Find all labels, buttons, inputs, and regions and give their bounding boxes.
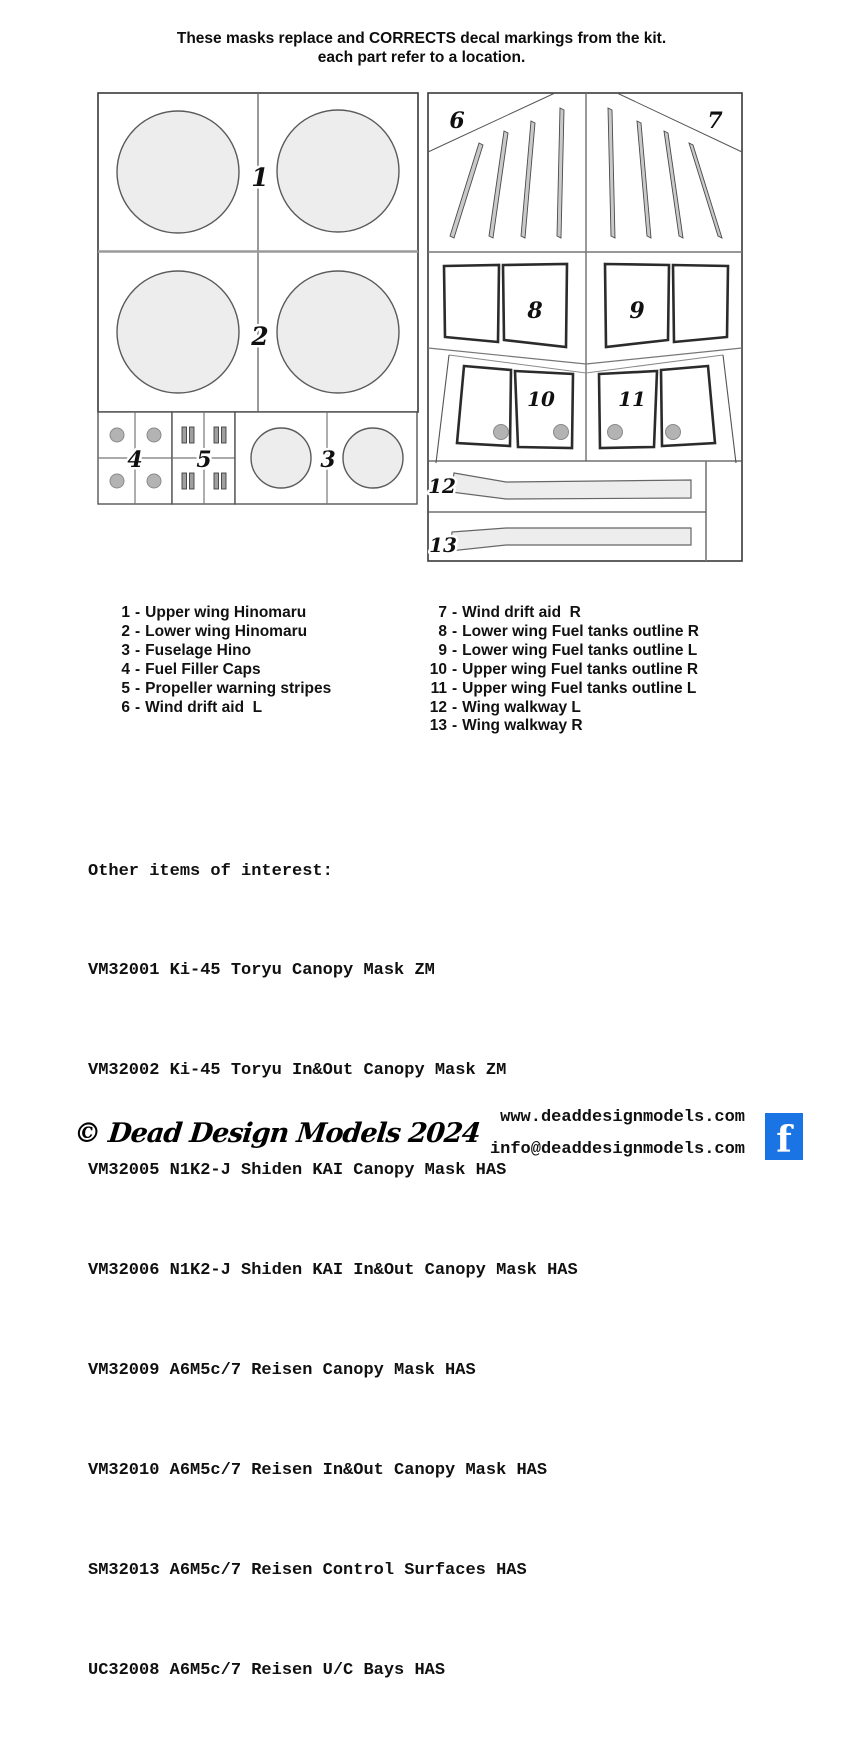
legend-item: [118, 661, 331, 680]
legend-item-label: Lower wing Fuel tanks outline R: [462, 622, 699, 640]
legend-item-label: Upper wing Fuel tanks outline L: [462, 679, 697, 697]
copyright-text: © Dead Design Models 2024: [72, 1118, 482, 1149]
legend-separator: -: [452, 679, 458, 697]
legend-separator: -: [135, 698, 141, 716]
website-url: www.deaddesignmodels.com: [500, 1108, 745, 1127]
legend-separator: -: [452, 717, 458, 735]
legend-item: [118, 680, 331, 699]
left-mask-diagram: [97, 92, 419, 505]
legend-item: [118, 604, 331, 623]
legend-item-label: Fuselage Hino: [145, 641, 252, 659]
legend-separator: -: [135, 679, 141, 697]
other-item: VM32009 A6M5c/7 Reisen Canopy Mask HAS: [88, 1361, 476, 1381]
legend-item: [425, 717, 699, 736]
part-label-2: 2: [251, 322, 269, 351]
legend-separator: -: [452, 604, 458, 621]
legend-item: [425, 642, 699, 661]
legend-separator: -: [135, 622, 141, 640]
legend-item: [425, 680, 699, 699]
part-label-3: 3: [320, 447, 336, 473]
legend-item-number: 2: [121, 622, 130, 640]
legend-item-label: Wind drift aid R: [462, 604, 581, 621]
legend-item: [118, 699, 331, 718]
other-item: VM32006 N1K2-J Shiden KAI In&Out Canopy Mask HAS: [88, 1261, 578, 1281]
part-label-13: 13: [429, 533, 457, 557]
other-item: VM32001 Ki-45 Toryu Canopy Mask ZM: [88, 961, 435, 981]
legend-right-column: [425, 604, 699, 736]
legend-separator: -: [452, 698, 458, 716]
part-label-10: 10: [527, 387, 555, 411]
legend-item-label: Upper wing Fuel tanks outline R: [462, 660, 699, 678]
part-label-11: 11: [618, 387, 646, 411]
part-label-1: 1: [251, 163, 269, 192]
part-label-9: 9: [629, 298, 645, 324]
legend-item-number: 11: [430, 679, 447, 697]
legend-item: [118, 642, 331, 661]
legend-item-label: Wing walkway L: [462, 698, 581, 716]
part-label-5: 5: [196, 447, 212, 473]
header-note: [0, 30, 843, 67]
other-item: VM32002 Ki-45 Toryu In&Out Canopy Mask ZM: [88, 1061, 507, 1081]
contact-info: [490, 1102, 745, 1166]
legend-item-label: Lower wing Fuel tanks outline L: [462, 641, 698, 659]
legend-item: [425, 623, 699, 642]
email-address: info@deaddesignmodels.com: [489, 1140, 745, 1159]
legend-item-label: Lower wing Hinomaru: [145, 622, 308, 640]
legend-item: [425, 661, 699, 680]
legend-item-number: 10: [429, 660, 447, 678]
legend-separator: -: [452, 622, 458, 640]
legend-separator: -: [452, 660, 458, 678]
legend-separator: -: [135, 641, 141, 659]
header-line2: each part refer to a location.: [317, 48, 526, 66]
legend-item-number: 1: [121, 604, 130, 621]
legend-item: [425, 699, 699, 718]
legend-item-label: Fuel Filler Caps: [145, 660, 261, 678]
legend-separator: -: [452, 641, 458, 659]
part-label-6: 6: [449, 108, 465, 134]
legend-item-label: Upper wing Hinomaru: [145, 604, 307, 621]
legend-item-label: Wind drift aid L: [145, 698, 263, 716]
legend-separator: -: [135, 660, 141, 678]
legend-item-label: Wing walkway R: [462, 717, 583, 735]
legend-item-number: 9: [438, 641, 447, 659]
legend-item-label: Propeller warning stripes: [145, 679, 332, 697]
other-items-section: [88, 788, 578, 1754]
legend-item-number: 3: [121, 641, 130, 659]
other-item: UC32008 A6M5c/7 Reisen U/C Bays HAS: [88, 1660, 446, 1680]
legend-item-number: 13: [429, 717, 447, 735]
facebook-icon: [765, 1113, 803, 1160]
legend-item-number: 5: [121, 679, 130, 697]
legend-item-number: 7: [438, 604, 447, 621]
legend-item-number: 12: [429, 698, 447, 716]
legend-item-number: 8: [438, 622, 447, 640]
other-item: VM32005 N1K2-J Shiden KAI Canopy Mask HAS: [88, 1161, 507, 1181]
legend-item-number: 6: [121, 698, 130, 716]
legend-left-column: [118, 604, 331, 717]
other-item: VM32010 A6M5c/7 Reisen In&Out Canopy Mask HAS: [88, 1460, 548, 1480]
legend-item: [118, 623, 331, 642]
right-mask-diagram: [427, 92, 743, 562]
legend-item: [425, 604, 699, 623]
hinomaru-quadrant-box: [98, 93, 418, 412]
legend-item-number: 4: [121, 660, 130, 678]
other-item: SM32013 A6M5c/7 Reisen Control Surfaces HAS: [88, 1560, 527, 1580]
header-line1: These masks replace and CORRECTS decal markings from the kit.: [176, 30, 667, 47]
part-label-7: 7: [707, 108, 723, 134]
part-label-4: 4: [127, 447, 143, 473]
legend-separator: -: [135, 604, 141, 621]
part-label-12: 12: [428, 474, 456, 498]
facebook-f-glyph: f: [776, 1119, 792, 1161]
other-items-heading: Other items of interest:: [88, 861, 333, 881]
part-label-8: 8: [527, 298, 543, 324]
